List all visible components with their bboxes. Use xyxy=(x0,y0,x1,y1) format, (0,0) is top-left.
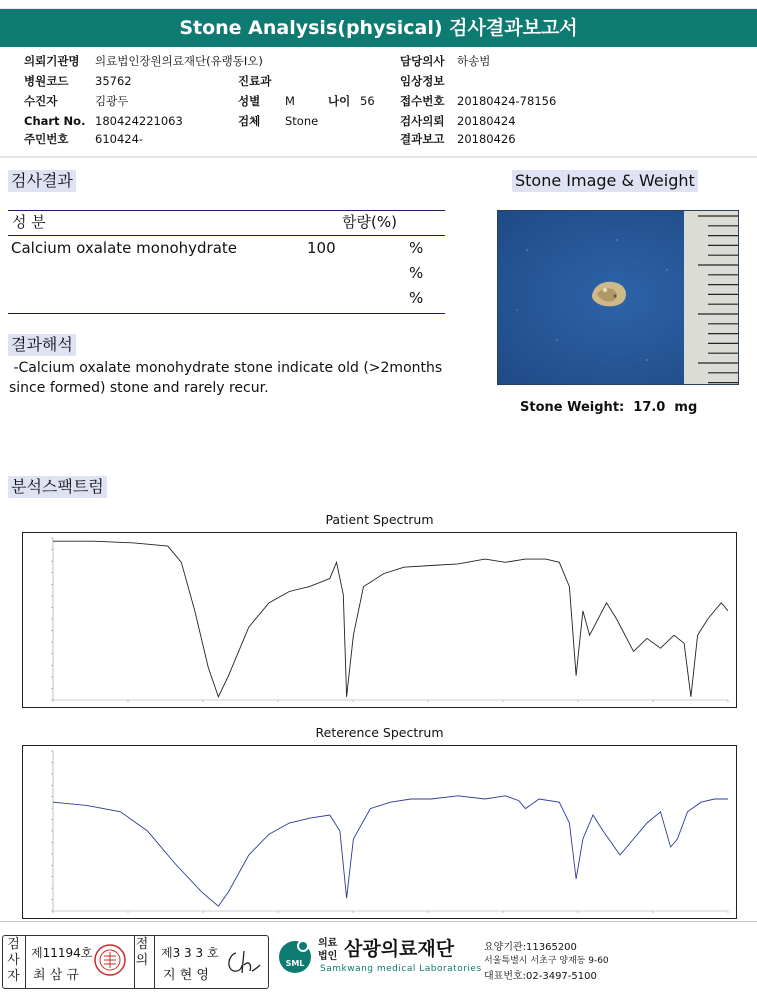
chart-no-label: Chart No. xyxy=(24,114,86,128)
report-date-label: 결과보고 xyxy=(400,132,445,146)
accession-value: 20180424-78156 xyxy=(457,94,557,108)
report-title: Stone Analysis(physical) 검사결과보고서 xyxy=(179,17,578,39)
footer-divider xyxy=(0,921,757,922)
patient-spectrum-chart xyxy=(23,533,736,707)
results-section-title: 검사결과 xyxy=(8,170,76,192)
result-unit: % xyxy=(409,239,424,257)
tester-license-no: 제11194호 xyxy=(31,946,93,960)
age-label: 나이 xyxy=(328,94,351,108)
stone-photo xyxy=(497,210,739,385)
results-bottom-rule xyxy=(8,313,445,314)
result-unit: % xyxy=(409,264,424,282)
clinical-info-label: 임상정보 xyxy=(400,74,445,88)
reviewer-label: 점의 xyxy=(135,937,149,968)
specimen-label: 검체 xyxy=(238,114,261,128)
amount-column-header: 함량(%) xyxy=(342,213,397,231)
patient-spectrum-title: Patient Spectrum xyxy=(325,512,434,527)
reference-spectrum-frame xyxy=(22,745,737,919)
result-amount: 100 xyxy=(307,239,336,257)
stone-weight: Stone Weight: 17.0 mg xyxy=(520,400,698,415)
department-label: 진료과 xyxy=(238,74,272,88)
hospital-code-label: 병원코드 xyxy=(24,74,69,88)
sex-label: 성별 xyxy=(238,94,261,108)
patient-spectrum-frame xyxy=(22,532,737,708)
tester-name: 최 삼 규 xyxy=(33,968,79,983)
ssn-value: 610424- xyxy=(95,132,144,146)
spectrum-section-title: 분석스팩트럼 xyxy=(8,476,107,498)
hospital-code-value: 35762 xyxy=(95,74,132,88)
sex-value: M xyxy=(285,94,295,108)
institution-label: 의뢰기관명 xyxy=(24,54,80,68)
interpretation-section-title: 결과해석 xyxy=(8,334,76,356)
result-component: Calcium oxalate monohydrate xyxy=(11,239,238,257)
org-prefix: 의료법인 xyxy=(318,938,338,962)
patient-label: 수진자 xyxy=(24,94,58,108)
tester-seal xyxy=(93,943,127,977)
chart-no-value: 180424221063 xyxy=(95,114,183,128)
sml-logo-icon xyxy=(274,936,316,976)
logo-text: SML xyxy=(285,959,305,968)
request-date-label: 검사의뢰 xyxy=(400,114,445,128)
tester-label: 검사자 xyxy=(7,937,20,984)
reviewer-license-no: 제3 3 3 호 xyxy=(161,946,219,960)
report-date-value: 20180426 xyxy=(457,132,516,146)
interpretation-line-1: -Calcium oxalate monohydrate stone indicate old (>2months xyxy=(9,360,443,376)
patient-value: 김광두 xyxy=(95,94,129,108)
institution-value: 의료법인장원의료재단(유랭동I오) xyxy=(95,54,263,68)
org-phone: 대표번호:02-3497-5100 xyxy=(484,971,597,982)
ssn-label: 주민번호 xyxy=(24,132,69,146)
component-column-header: 성 분 xyxy=(12,213,46,231)
reference-spectrum-line xyxy=(53,796,728,906)
stone-image-section-title: Stone Image & Weight xyxy=(512,170,698,192)
patient-spectrum-line xyxy=(53,541,728,697)
interpretation-line-2: since formed) stone and rarely recur. xyxy=(9,380,269,396)
org-address: 서울특별시 서초구 양재동 9-60 xyxy=(484,956,609,966)
accession-label: 접수번호 xyxy=(400,94,445,108)
reference-spectrum-chart xyxy=(23,746,736,918)
reviewer-signature xyxy=(222,945,264,979)
reference-spectrum-title: Reterence Spectrum xyxy=(315,725,444,740)
doctor-value: 하송범 xyxy=(457,54,491,68)
report-header xyxy=(0,8,757,47)
age-value: 56 xyxy=(360,94,375,108)
specimen-value: Stone xyxy=(285,114,319,128)
info-divider xyxy=(0,156,757,158)
institution-code: 요양기관:11365200 xyxy=(484,942,577,953)
request-date-value: 20180424 xyxy=(457,114,516,128)
doctor-label: 담당의사 xyxy=(400,54,445,68)
org-name: 삼광의료재단 xyxy=(344,938,455,960)
result-unit: % xyxy=(409,289,424,307)
org-english-name: Samkwang medical Laboratories xyxy=(320,964,482,974)
reviewer-name: 지 현 영 xyxy=(163,968,209,983)
